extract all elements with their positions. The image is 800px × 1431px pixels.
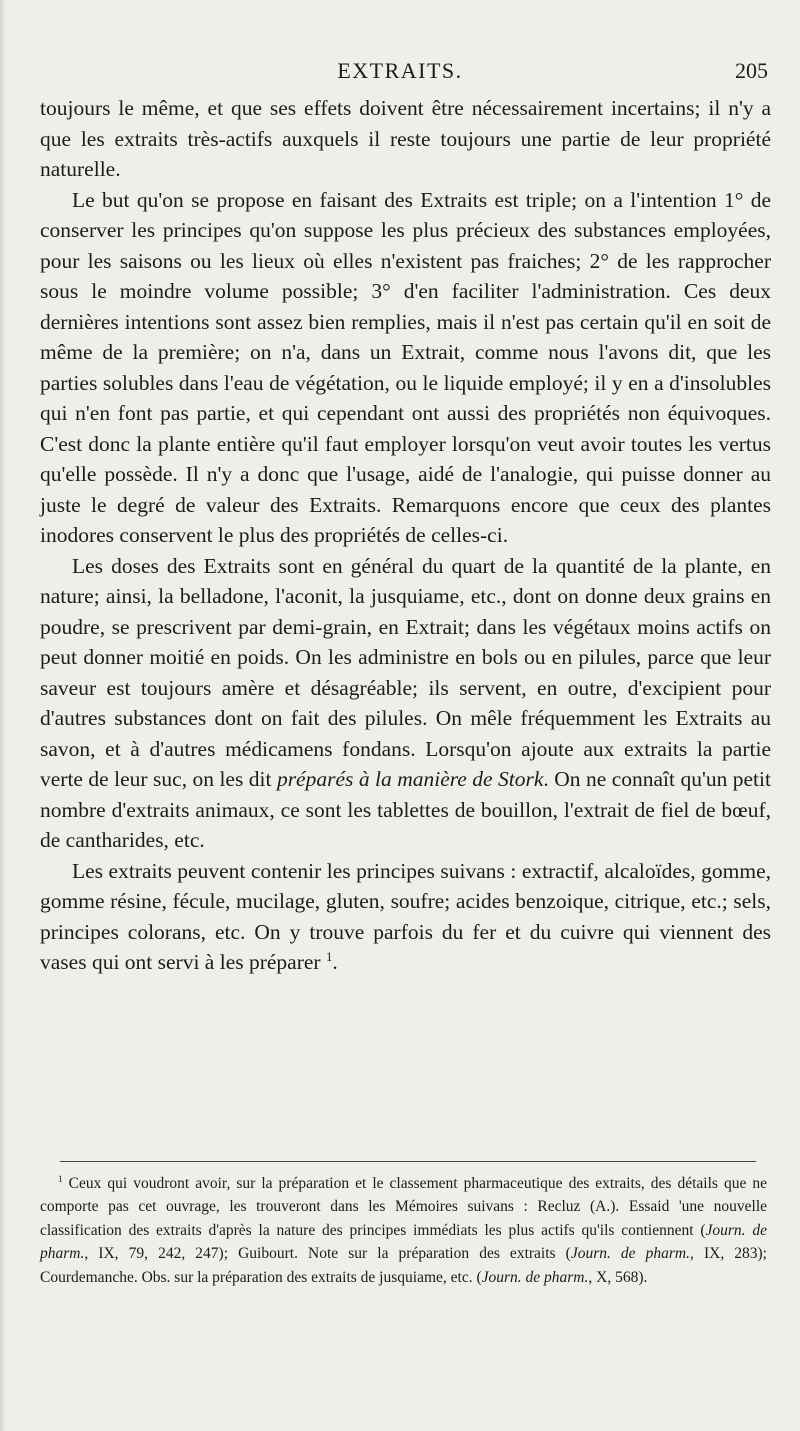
main-text — [40, 93, 771, 978]
paragraph-principles — [40, 856, 771, 978]
footnote-journal-3: Journ. de pharm. — [481, 1268, 589, 1286]
paragraph-principles-end: . — [332, 950, 338, 974]
paragraph-continuation: toujours le même, et que ses effets doivent être nécessairement incertains; il n'y a que les extraits très-actifs auxquels il reste toujours une partie de leur propriété naturelle. — [40, 96, 771, 181]
footnote-text-2: , IX, 79, 242, 247); Guibourt. Note sur la préparation des extraits ( — [84, 1245, 571, 1263]
footnote-journal-2: Journ. de pharm. — [570, 1245, 690, 1263]
paragraph-doses-text-2: . On ne connaît qu'un petit nombre d'extraits animaux, ce sont les tablettes de bouillon, l'extrait de fiel de bœuf, de cantharides, etc. — [40, 767, 771, 852]
footnote-marker: 1 — [58, 1174, 63, 1185]
paragraph-doses — [40, 551, 771, 856]
page-number: 205 — [735, 58, 768, 83]
stork-method-italic: préparés à la manière de Stork — [276, 767, 544, 791]
paragraph-doses-text-1: Les doses des Extraits sont en général du quart de la quantité de la plante, en nature; ainsi, la belladone, l'aconit, la jusquiame, etc., dont on donne deux grains en poudre, se prescrivent par demi-grain, en Extrait; dans les végétaux moins actifs on peut donner moitié en poids. On les administre en bols ou en pilules, parce que leur saveur est toujours amère et désagréable; ils servent, en outre, d'excipient pour d'autres substances dont on fait des pilules. On mêle fréquemment les Extraits au savon, et à d'autres médicamens fondans. Lorsqu'on ajoute aux extraits la partie verte de leur suc, on les dit — [40, 553, 771, 791]
page-header — [0, 54, 800, 84]
page-edge-shadow — [0, 0, 6, 1431]
footnote-reference: 1 — [325, 949, 333, 964]
footnote-journal-1: Journ. de pharm. — [40, 1221, 767, 1263]
footnote-text-4: , X, 568). — [588, 1268, 648, 1286]
footnotes — [40, 1172, 767, 1289]
paragraph-principles-text: Les extraits peuvent contenir les principes suivans : extractif, alcaloïdes, gomme, gomme résine, fécule, mucilage, gluten, soufre; acides benzoique, citrique, etc.; sels, principes colorans, etc. On y trouve parfois du fer et du cuivre qui viennent des vases qui ont servi à les préparer — [40, 858, 771, 974]
footnote-text-3: , IX, 283); Courdemanche. Obs. sur la préparation des extraits de jusquiame, etc. ( — [40, 1245, 767, 1286]
footnote-1 — [40, 1172, 767, 1289]
paragraph-purpose: Le but qu'on se propose en faisant des Extraits est triple; on a l'intention 1° de conserver les principes qu'on suppose les plus précieux des substances employées, pour les saisons ou les lieux où elles n'existent pas fraiches; 2° de les rapprocher sous le moindre volume possible; 3° d'en faciliter l'administration. Ces deux dernières intentions sont assez bien remplies, mais il n'est pas certain qu'il en soit de même de la première; on n'a, dans un Extrait, comme nous l'avons dit, que les parties solubles dans l'eau de végétation, ou le liquide employé; il y en a d'insolubles qui n'en font pas partie, et qui cependant ont aussi des propriétés non équivoques. C'est donc la plante entière qu'il faut employer lorsqu'on veut avoir toutes les vertus qu'elle possède. Il n'y a donc que l'usage, aidé de l'analogie, qui puisse donner au juste le degré de valeur des Extraits. Remarquons encore que ceux des plantes inodores conservent le plus des propriétés de celles-ci. — [40, 187, 771, 547]
running-title: EXTRAITS. — [337, 58, 463, 83]
footnote-separator — [60, 1161, 756, 1162]
footnote-text-1: Ceux qui voudront avoir, sur la préparation et le classement pharmaceutique des extraits, des détails que ne comporte pas cet ouvrage, les trouveront dans les Mémoires suivans : Recluz (A.). Essaid 'une nouvelle classification des extraits d'après la nature des principes immédiats les plus actifs qu'ils contiennent ( — [40, 1175, 767, 1239]
